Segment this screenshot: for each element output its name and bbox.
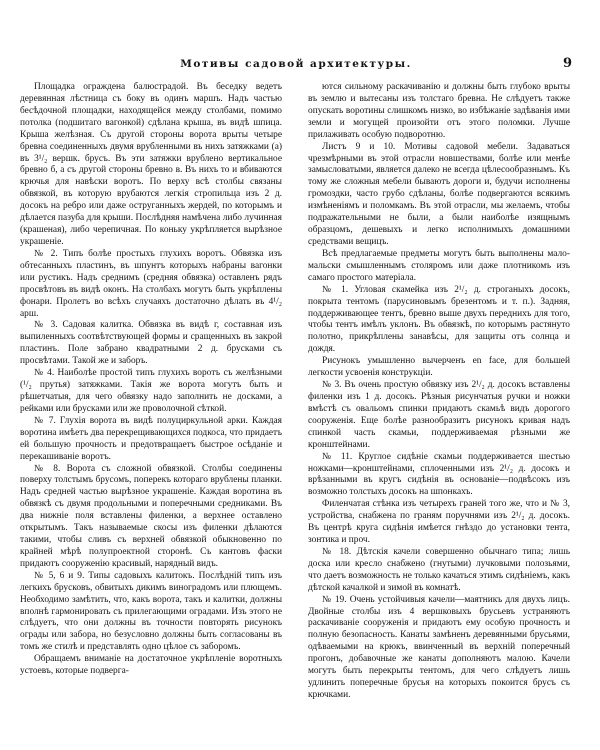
paragraph: № 2. Типъ болѣе простыхъ глухихъ воротъ. Обвязка изъ обтесанныхъ пластинъ, въ шпунтъ которыхъ набраны вагонки или рустикъ. Надъ среднимъ (средняя обвязка) оставленъ рядъ просвѣтовъ въ видѣ оконъ. На столбахъ могутъ быть укрѣплены фонари. Пролетъ во всѣхъ случаяхъ достаточно дѣлать въ 4¹/₂ арш.: [20, 248, 282, 319]
page-header: [20, 58, 572, 74]
left-column: [20, 82, 282, 732]
paragraph: Листъ 9 и 10. Мотивы садовой мебели. Задаваться чрезмѣрными въ этой отрасли новшествами, болѣе или менѣе замысловатыми, является далеко не всегда цѣлесообразнымъ. Къ тому же сложныя мебели бываютъ дороги и, будучи исполнены громоздки, часто грубо сдѣланы, болѣе подвергаются всякимъ измѣненіямъ и поломкамъ. Въ этой отрасли, мы желаемъ, чтобы подражательными не были, а были наиболѣе изящнымъ образцомъ, дешевыхъ и легко исполнимыхъ домашними средствами вещицъ.: [308, 141, 570, 247]
paragraph: № 4. Наиболѣе простой типъ глухихъ воротъ съ желѣзными (¹/₂ прутья) затяжками. Такія же ворота могутъ быть и рѣшетчатыя, для чего обвязку надо заполнить не досками, а рейками или брусками или же проволочной сѣткой.: [20, 368, 282, 414]
paragraph: № 8. Ворота съ сложной обвязкой. Столбы соединены поверху толстымъ брусомъ, поперекъ котораго врублены планки. Надъ средней частью вырѣзное украшеніе. Каждая воротина въ обвязкѣ съ двумя продольными и поперечными средниками. Въ два нижніе поля вставлены филенки, а верхнее оставлено открытымъ. Такъ называемые скосы изъ филенки дѣлаются такими, чтобы сливъ съ верхней обвязкой обыкновенно по крайней мѣрѣ полупроектной сторонѣ. Съ кантовъ фаски придаютъ сооруженію красивый, нарядный видъ.: [20, 463, 282, 569]
paragraph: № 7. Глухія ворота въ видѣ полуциркульной арки. Каждая воротина имѣетъ два перекрещивающихся подкоса, что придаетъ ей большую прочность и предотвращаетъ быстрое осѣданіе и перекашиваніе воротъ.: [20, 415, 282, 462]
paragraph: Обращаемъ вниманіе на достаточное укрѣпленіе воротныхъ устоевъ, которые подверга-: [20, 654, 282, 677]
running-title: Мотивы садовой архитектуры.: [180, 58, 412, 70]
paragraph: Рисунокъ умышленно вычерченъ en face, для большей легкости усвоенія конструкціи.: [308, 356, 570, 379]
paragraph: № 19. Очень устойчивыя качели—маятникъ для двухъ лицъ. Двойные столбы изъ 4 вершковыхъ брусьевъ устраняютъ раскачиваніе сооруженія и придаютъ ему особую прочность и полную безопасность. Канаты замѣненъ деревянными брусьями, одѣваемыми на крюкъ, ввинченный въ верхній поперечный прогонъ, добавочные же канаты дополняютъ малою. Качели могутъ быть перекрыты тентомъ, для чего слѣдуетъ лишь удлинить поперечные брусья на которыхъ покоится брусъ съ крючками.: [308, 594, 570, 701]
paragraph: № 11. Круглое сидѣніе скамьи поддерживается шестью ножками—кронштейнами, сплоченными изъ 2¹/₂ д. досокъ и врѣзанными въ кругъ сидѣнія въ основаніе—подвѣсокъ изъ возможно толстыхъ досокъ на шпонкахъ.: [308, 451, 570, 498]
paragraph: № 3. Въ очень простую обвязку изъ 2¹/₂ д. досокъ вставлены филенки изъ 1 д. досокъ. Рѣзныя рисунчатыя ручки и ножки вмѣстѣ съ овальомъ спинки придаютъ скамьѣ видъ дорогого сооруженія. Еще болѣе разнообразитъ рисунокъ кривая надъ спинкой часть скамьи, поддерживаемая рѣзными же кронштейнами.: [308, 380, 570, 450]
paragraph: № 5, 6 и 9. Типы садовыхъ калитокъ. Послѣдній типъ изъ легкихъ брусковъ, обвитыхъ дикимъ виноградомъ или плющемъ. Необходимо замѣтить, что, какъ ворота, такъ и калитки, должны вполнѣ гармонировать съ прилегающими оградами. Изъ этого не слѣдуетъ, что они должны въ точности повторять рисунокъ ограды или забора, но безусловно должны быть согласованы въ томъ же стилѣ и представлять одно цѣлое съ заборомъ.: [20, 570, 282, 653]
right-column: [308, 82, 570, 732]
paragraph: № 18. Дѣтскія качели совершенно обычнаго типа; лишь доска или кресло снабжено (гнутыми) лучковыми полозьями, что даетъ возможность не только качаться этимъ сидѣніемъ, какъ дѣтской качалкой и зимой въ комнатѣ.: [308, 546, 570, 593]
paragraph: Филенчатая стѣнка изъ четырехъ граней того же, что и № 3, устройства, снабжена по граням поручнями изъ 2¹/₂ д. досокъ. Въ центрѣ круга сидѣнія имѣется гнѣздо до установки тента, зонтика и проч.: [308, 499, 570, 546]
paragraph: № 1. Угловая скамейка изъ 2¹/₂ д. строганыхъ досокъ, покрыта тентомъ (парусиновымъ брезентомъ и т. п.). Задняя, поддерживающее тентъ, бревно выше двухъ переднихъ для того, чтобы тентъ имѣлъ уклонъ. Въ обвязкѣ, по которымъ растянуто полотно, прикрѣплены занавѣсы, для защиты отъ солнца и дождя.: [308, 284, 570, 355]
paragraph: № 3. Садовая калитка. Обвязка въ видѣ г, составная изъ выпиленныхъ соотвѣтствующей формы и сращенныхъ въ закрой пластинъ. Поле забрано квадратными 2 д. брусками съ просвѣтами. Такой же и заборъ.: [20, 320, 282, 367]
paragraph: Всѣ предлагаемые предметы могутъ быть выполнены мало-мальски смышленнымъ столяромъ или даже плотникомъ изъ самаго простого матеріала.: [308, 248, 570, 283]
paragraph: Площадка ограждена балюстрадой. Въ беседку ведетъ деревянная лѣстница съ боку въ одинъ маршъ. Надъ частью бесѣдочной площадки, находящейся между столбами, помимо потолка (подшитаго вагонкой) сдѣлана крыша, въ видѣ шпица. Крыша желѣзная. Съ другой стороны ворота врыты четыре бревна соединенныхъ двумя врубленными въ нихъ затяжками (a) въ 3¹/₂ вершк. брусъ. Въ эти затяжки врублено вертикальное бревно б, а съ другой стороны бревно в. Въ нихъ то и вбиваются крючья для навѣски воротъ. По верху всѣ столбы связаны обвязкой, въ которую врубаются легкія стропильца изъ 2 д. досокъ на ребро или даже оструганныхъ жердей, по которымъ и дѣлается пазуба для крыши. Послѣдняя намѣчена либо лучинная (крашеная), либо черепичная. По коньку укрѣпляется вырѣзное украшеніе.: [20, 82, 282, 247]
page-number: 9: [562, 56, 572, 71]
paragraph: ются сильному раскачиванію и должны быть глубоко врыты въ землю и вытесаны изъ толстаго бревна. Не слѣдуетъ также опускать воротины слишкомъ низко, во избѣжаніе задѣванія ими земли и могущей произойти отъ этого поломки. Лучше прилаживать особую подворотню.: [308, 82, 570, 140]
